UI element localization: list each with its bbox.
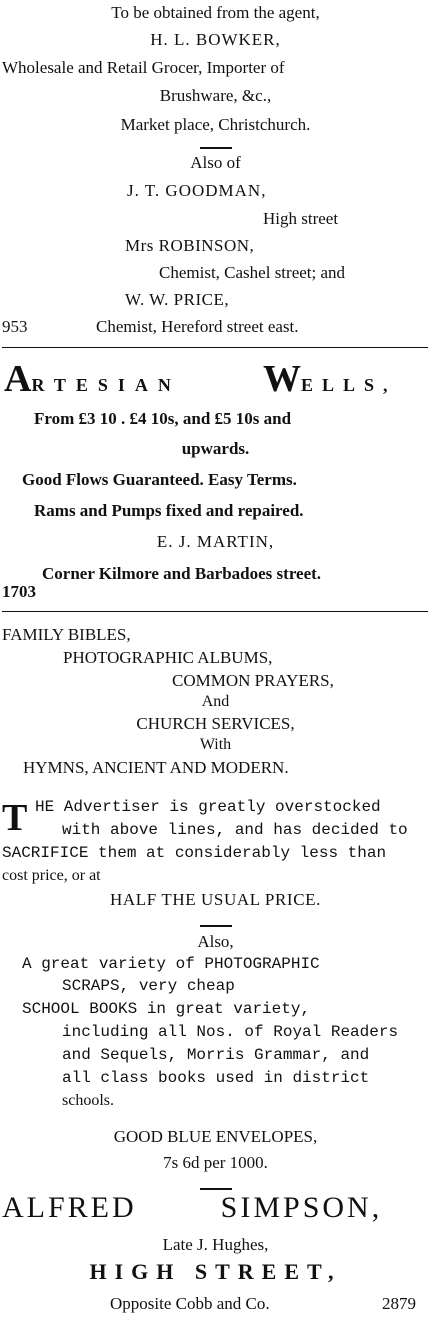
divider bbox=[200, 1188, 232, 1190]
ad-line: PHOTOGRAPHIC ALBUMS, bbox=[63, 648, 273, 667]
agent-name: W. W. PRICE, bbox=[125, 290, 230, 309]
ad-line: all class books used in district bbox=[62, 1069, 370, 1087]
ad-line: HALF THE USUAL PRICE. bbox=[110, 890, 321, 909]
agent-name: H. L. BOWKER, bbox=[150, 30, 281, 49]
ad-line: From £3 10 . £4 10s, and £5 10s and bbox=[34, 409, 292, 428]
ad-line: Late J. Hughes, bbox=[162, 1235, 269, 1254]
street-name: HIGH STREET, bbox=[89, 1259, 342, 1284]
ad-line: SACRIFICE them at considerably less than bbox=[2, 844, 387, 862]
ad-line: and Sequels, Morris Grammar, and bbox=[62, 1046, 370, 1064]
ad-line: Market place, Christchurch. bbox=[120, 115, 311, 134]
ad-line: 7s 6d per 1000. bbox=[163, 1153, 268, 1172]
ad-line: COMMON PRAYERS, bbox=[172, 671, 334, 690]
ad-line: Wholesale and Retail Grocer, Importer of bbox=[2, 58, 285, 77]
column-rule bbox=[2, 347, 428, 348]
ad-line: Also of bbox=[190, 153, 241, 172]
ad-headline bbox=[4, 360, 181, 398]
ad-line: with above lines, and has decided to bbox=[62, 821, 408, 839]
ad-line: High street bbox=[263, 209, 339, 228]
ad-line: Chemist, Hereford street east. bbox=[96, 317, 299, 336]
agent-name: J. T. GOODMAN, bbox=[127, 181, 267, 200]
ad-line: CHURCH SERVICES, bbox=[136, 714, 295, 733]
ad-line: Good Flows Guaranteed. Easy Terms. bbox=[22, 470, 297, 489]
advertiser-name: ALFRED SIMPSON, bbox=[2, 1191, 383, 1224]
headline-initial: A bbox=[4, 358, 32, 400]
ad-line: To be obtained from the agent, bbox=[111, 3, 320, 22]
agent-name: Mrs ROBINSON, bbox=[125, 236, 255, 255]
ad-line: With bbox=[199, 736, 232, 753]
ad-line: A great variety of PHOTOGRAPHIC bbox=[22, 955, 320, 973]
ad-headline bbox=[263, 360, 397, 398]
ad-line: upwards. bbox=[181, 439, 250, 458]
ad-number: 1703 bbox=[2, 582, 36, 601]
ad-line: Opposite Cobb and Co. bbox=[110, 1294, 270, 1313]
ad-line: HYMNS, ANCIENT AND MODERN. bbox=[23, 758, 289, 777]
ad-line: And bbox=[201, 693, 230, 710]
ad-line: schools. bbox=[62, 1092, 114, 1109]
ad-line: SCRAPS, very cheap bbox=[62, 977, 235, 995]
ad-line: Brushware, &c., bbox=[159, 86, 272, 105]
column-rule bbox=[2, 611, 428, 612]
ad-line: HE Advertiser is greatly overstocked bbox=[35, 798, 381, 816]
ad-line: SCHOOL BOOKS in great variety, bbox=[22, 1000, 311, 1018]
headline-initial: W bbox=[263, 358, 301, 400]
ad-line: FAMILY BIBLES, bbox=[2, 625, 131, 644]
headline-word: RTESIAN bbox=[31, 375, 181, 395]
advertiser-name: E. J. MARTIN, bbox=[156, 532, 275, 551]
ad-number: 2879 bbox=[382, 1294, 416, 1313]
ad-line: Rams and Pumps fixed and repaired. bbox=[34, 501, 304, 520]
ad-line: Also, bbox=[197, 932, 234, 951]
ad-line: cost price, or at bbox=[2, 867, 101, 884]
headline-word: ELLS, bbox=[301, 375, 397, 395]
ad-number: 953 bbox=[2, 317, 28, 336]
divider bbox=[200, 925, 232, 927]
drop-cap: T bbox=[2, 797, 28, 839]
divider bbox=[200, 147, 232, 149]
ad-line: including all Nos. of Royal Readers bbox=[62, 1023, 399, 1041]
ad-line: Corner Kilmore and Barbadoes street. bbox=[42, 564, 322, 583]
ad-line: GOOD BLUE ENVELOPES, bbox=[113, 1127, 318, 1146]
ad-line: Chemist, Cashel street; and bbox=[159, 263, 346, 282]
